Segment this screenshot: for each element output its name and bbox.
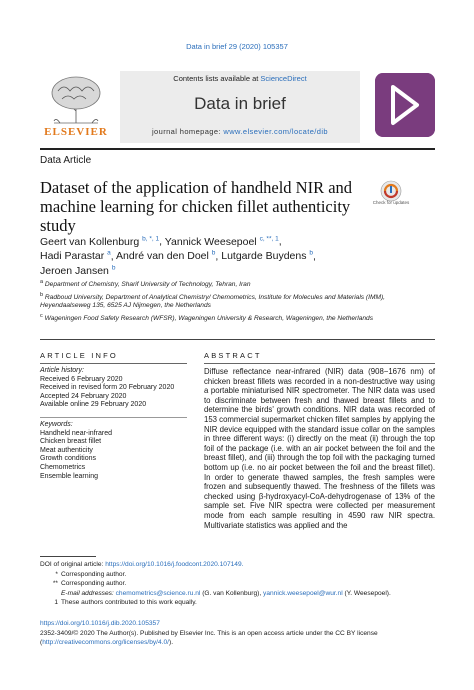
contents-line	[120, 74, 360, 83]
email-link-1[interactable]: chemometrics@science.ru.nl	[115, 589, 201, 597]
journal-title: Data in brief	[194, 94, 286, 113]
license-link[interactable]: http://creativecommons.org/licenses/by/4.0/	[42, 639, 170, 646]
page-bottom	[40, 619, 435, 648]
article-title: Dataset of the application of handheld NIR and machine learning for chicken fillet authenticity study	[40, 178, 353, 235]
keywords	[40, 421, 187, 481]
article-doi-link[interactable]: https://doi.org/10.1016/j.dib.2020.105357	[40, 620, 160, 627]
affiliation: $^a$ Department of Chemistry, Sharif University of Technology, Tehran, Iran	[40, 279, 251, 289]
footnote-corresponding-2: ** Corresponding author.	[52, 580, 127, 587]
keyword: Meat authenticity	[40, 446, 93, 454]
affiliation: $^b$ Radboud University, Department of Analytical Chemistry/ Chemometrics, Institute for Molecules and Materials (IMM), Heyendaalseweg 135, 6525 AJ Nijmegen, the Netherlands	[40, 291, 385, 310]
footnote-emails: E-mail addresses: chemometrics@science.ru.nl (G. van Kollenburg), yannick.weesepoel@wur.nl (Y. Weesepoel).	[61, 589, 391, 597]
author-list: Geert van Kollenburg $^{b, *, 1}$, Yannick Weesepoel $^{c, **, 1}$, Hadi Parastar $^a$, André van den Doel $^b$, Lutgarde Buydens $^b$, Jeroen Jansen $^b$	[40, 235, 316, 277]
history-item: Accepted 24 February 2020	[40, 392, 127, 400]
article-info-heading: ARTICLE INFO	[40, 351, 118, 360]
elsevier-wordmark: ELSEVIER	[44, 126, 108, 138]
article-info-rule	[40, 363, 187, 364]
abstract-heading: ABSTRACT	[204, 351, 262, 360]
article-type: Data Article	[40, 155, 92, 166]
author[interactable]: Lutgarde Buydens $^b$	[221, 249, 314, 262]
footnote-doi: DOI of original article: https://doi.org/10.1016/j.foodcont.2020.107149.	[40, 561, 244, 568]
abstract-rule	[204, 363, 435, 364]
contents-prefix: Contents lists available at	[173, 74, 261, 83]
check-for-updates-icon[interactable]	[378, 180, 404, 210]
sciencedirect-link[interactable]: ScienceDirect	[260, 74, 307, 83]
affiliation: $^c$ Wageningen Food Safety Research (WFSR), Wageningen University & Research, Wageningen, the Netherlands	[40, 312, 373, 323]
author[interactable]: Jeroen Jansen $^b$	[40, 264, 116, 277]
original-article-doi-link[interactable]: https://doi.org/10.1016/j.foodcont.2020.107149.	[105, 561, 244, 568]
history-item: Available online 29 February 2020	[40, 401, 147, 409]
journal-cover-icon	[375, 73, 435, 137]
keyword: Handheld near-infrared	[40, 429, 112, 437]
check-for-updates-label: Check for updates	[372, 200, 410, 205]
homepage-prefix: journal homepage:	[151, 127, 224, 136]
keyword: Chemometrics	[40, 463, 86, 471]
author[interactable]: André van den Doel $^b$	[116, 249, 216, 262]
keyword: Growth conditions	[40, 455, 97, 463]
affiliations-divider	[40, 339, 435, 340]
author[interactable]: Geert van Kollenburg $^{b, *, 1}$	[40, 235, 160, 248]
keywords-rule	[40, 417, 187, 418]
affiliations	[40, 278, 435, 325]
footnotes	[40, 560, 435, 608]
author[interactable]: Yannick Weesepoel $^{c, **, 1}$	[164, 235, 279, 248]
abstract-text: Diffuse reflectance near-infrared (NIR) data (908−1676 nm) of chicken breast fillets was recorded in a non-destructive way using a portable miniaturised NIR spectrometer. The NIR data was used to discriminate between fresh and thawed breast fillets and to determine the birds' growth conditions. NIR data was recorded of 153 commercial supermarket chicken fillet samples by applying the NIR device equipped with the standard issue collar on the samples in three different ways: (i) directly on the meat (ii) through the top foil of the package (i.e. with an air pocket between the foil and the breast fillet), and (iii) through the top foil with the packaging turned bottom up (i.e. no air pocket between the foil and the breast fillet). In order to generate thawed samples, the fresh samples were frozen and subsequently thawed. The freshness of the fillets was checked using β-hydroxyacyl-CoA-dehydrogenase of 13% of the sample set. Five NIR spectra were collected per measurement mode from each sample resulting in 4590 raw NIR spectra. Multivariate statistics was applied and the	[204, 367, 435, 530]
keyword: Chicken breast fillet	[40, 438, 102, 446]
copyright-line: 2352-3409/© 2020 The Author(s). Published by Elsevier Inc. This is an open access article under the CC BY license (http://creativecommons.org/licenses/by/4.0/).	[40, 629, 378, 646]
footnote-rule	[40, 556, 96, 557]
journal-homepage	[120, 127, 360, 136]
history-label: Article history:	[40, 367, 84, 374]
article-history	[40, 367, 187, 410]
keywords-label: Keywords:	[40, 421, 73, 428]
history-item: Received 6 February 2020	[40, 375, 123, 383]
journal-reference[interactable]: Data in brief 29 (2020) 105357	[186, 42, 288, 51]
keyword: Ensemble learning	[40, 472, 98, 480]
homepage-link[interactable]: www.elsevier.com/locate/dib	[223, 127, 328, 136]
email-link-2[interactable]: yannick.weesepoel@wur.nl	[263, 589, 343, 597]
footnote-corresponding-1: * Corresponding author.	[55, 570, 127, 578]
header-divider	[40, 148, 435, 150]
author[interactable]: Hadi Parastar $^a$	[40, 249, 111, 262]
footnote-equal-contribution: 1 These authors contributed to this work equally.	[54, 599, 197, 606]
history-item: Received in revised form 20 February 2020	[40, 384, 175, 392]
